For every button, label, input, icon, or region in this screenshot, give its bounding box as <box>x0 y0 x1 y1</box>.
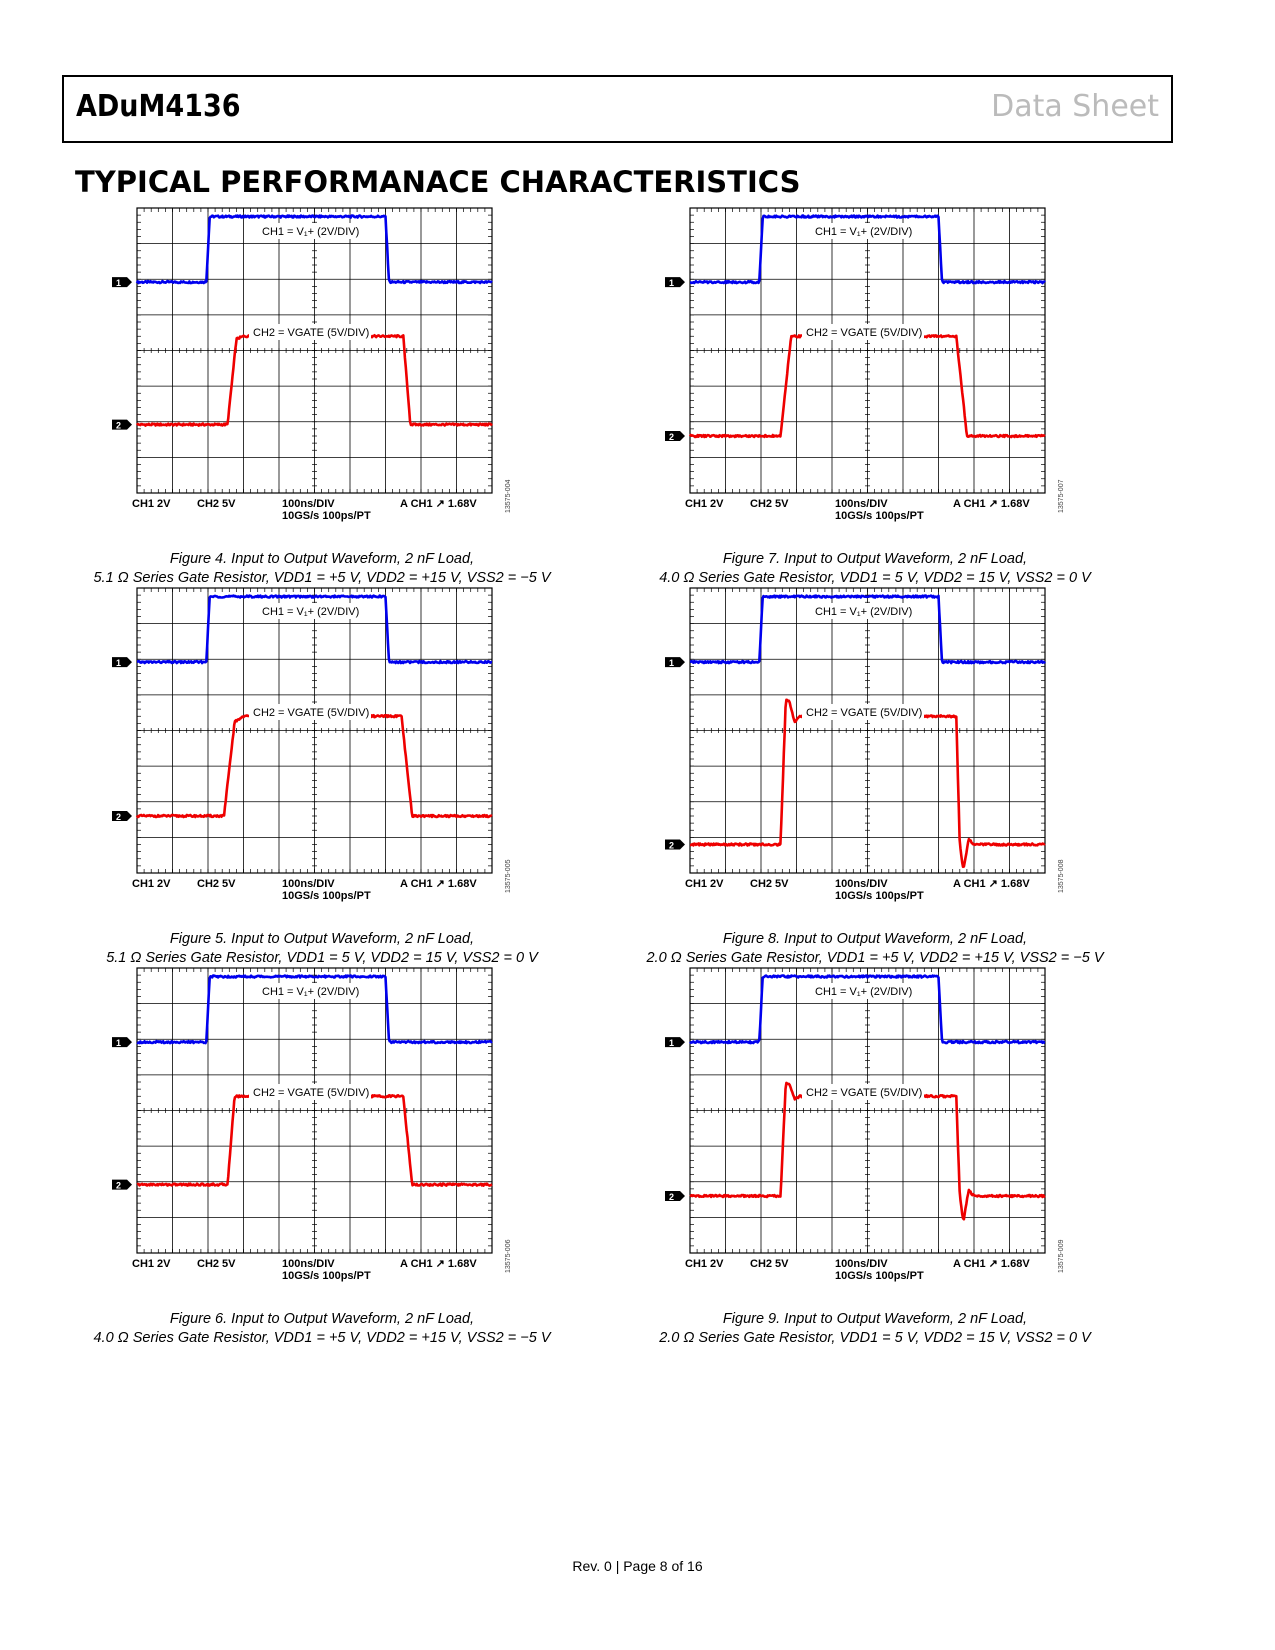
ch1-marker <box>112 1037 132 1047</box>
trigger-setting: A CH1 ↗ 1.68V <box>953 1258 1030 1270</box>
ch2-marker <box>112 811 132 821</box>
caption-line-2: 5.1 Ω Series Gate Resistor, VDD1 = +5 V, VDD2 = +15 V, VSS2 = −5 V <box>93 570 551 586</box>
ch2-label: CH2 = VGATE (5V/DIV) <box>253 707 370 719</box>
ch2-marker-label: 2 <box>116 812 122 822</box>
ch1-marker-label: 1 <box>669 658 675 669</box>
page-header <box>62 75 1173 143</box>
ch2-scale: CH2 5V <box>197 878 236 890</box>
scope-plot <box>62 200 582 545</box>
ch2-label: CH2 = VGATE (5V/DIV) <box>806 327 923 339</box>
figure-4 <box>62 200 582 595</box>
figure-7 <box>615 200 1135 595</box>
trigger-setting: A CH1 ↗ 1.68V <box>400 498 477 510</box>
scope-plot <box>615 200 1135 545</box>
ch1-marker-label: 1 <box>669 1038 675 1049</box>
part-number: ADuM4136 <box>76 89 241 124</box>
ch1-scale: CH1 2V <box>685 1258 724 1270</box>
ch2-scale: CH2 5V <box>750 878 789 890</box>
ch1-label: CH1 = V₁+ (2V/DIV) <box>815 606 913 618</box>
ch1-marker-label: 1 <box>116 278 122 289</box>
caption-line-2: 5.1 Ω Series Gate Resistor, VDD1 = 5 V, VDD2 = 15 V, VSS2 = 0 V <box>106 950 538 966</box>
figure-8 <box>615 580 1135 975</box>
figure-5 <box>62 580 582 975</box>
ch2-marker-label: 2 <box>669 1192 675 1202</box>
scope-plot <box>62 960 582 1305</box>
ch2-marker-label: 2 <box>669 840 675 851</box>
ch2-marker-label: 2 <box>116 420 122 431</box>
timebase: 100ns/DIV <box>835 498 888 510</box>
figure-code: 13575-005 <box>505 859 512 893</box>
trigger-setting: A CH1 ↗ 1.68V <box>400 878 477 890</box>
page-footer: Rev. 0 | Page 8 of 16 <box>572 1558 703 1574</box>
sample-rate: 10GS/s 100ps/PT <box>835 510 924 522</box>
ch1-label: CH1 = V₁+ (2V/DIV) <box>262 986 360 998</box>
timebase: 100ns/DIV <box>282 878 335 890</box>
caption-line-1: Figure 9. Input to Output Waveform, 2 nF Load, <box>722 1311 1028 1327</box>
caption-line-1: Figure 6. Input to Output Waveform, 2 nF Load, <box>169 1311 475 1327</box>
ch1-scale: CH1 2V <box>685 878 724 890</box>
caption-line-2: 2.0 Ω Series Gate Resistor, VDD1 = +5 V, VDD2 = +15 V, VSS2 = −5 V <box>646 950 1104 966</box>
doc-type: Data Sheet <box>991 89 1159 124</box>
ch2-marker <box>665 840 685 850</box>
ch1-marker <box>112 277 132 287</box>
caption-line-2: 2.0 Ω Series Gate Resistor, VDD1 = 5 V, VDD2 = 15 V, VSS2 = 0 V <box>659 1330 1091 1346</box>
figure-caption <box>615 1310 1135 1348</box>
figure-code: 13575-006 <box>505 1239 512 1273</box>
ch2-marker-label: 2 <box>116 1180 122 1191</box>
sample-rate: 10GS/s 100ps/PT <box>282 1270 371 1282</box>
ch1-marker <box>665 1037 685 1047</box>
ch1-label: CH1 = V₁+ (2V/DIV) <box>262 606 360 618</box>
ch1-scale: CH1 2V <box>132 498 171 510</box>
ch2-marker-label: 2 <box>669 432 675 442</box>
timebase: 100ns/DIV <box>835 1258 888 1270</box>
sample-rate: 10GS/s 100ps/PT <box>282 890 371 902</box>
sample-rate: 10GS/s 100ps/PT <box>835 1270 924 1282</box>
ch1-marker <box>665 657 685 667</box>
ch1-label: CH1 = V₁+ (2V/DIV) <box>262 226 360 238</box>
figure-code: 13575-004 <box>505 479 512 513</box>
ch2-label: CH2 = VGATE (5V/DIV) <box>253 1087 370 1099</box>
ch1-marker-label: 1 <box>669 278 675 289</box>
ch2-label: CH2 = VGATE (5V/DIV) <box>806 707 923 719</box>
ch1-label: CH1 = V₁+ (2V/DIV) <box>815 226 913 238</box>
trigger-setting: A CH1 ↗ 1.68V <box>953 878 1030 890</box>
caption-line-2: 4.0 Ω Series Gate Resistor, VDD1 = 5 V, VDD2 = 15 V, VSS2 = 0 V <box>659 570 1091 586</box>
ch2-label: CH2 = VGATE (5V/DIV) <box>806 1087 923 1099</box>
section-title: TYPICAL PERFORMANACE CHARACTERISTICS <box>75 165 801 199</box>
ch2-marker <box>665 1191 685 1201</box>
sample-rate: 10GS/s 100ps/PT <box>282 510 371 522</box>
timebase: 100ns/DIV <box>282 1258 335 1270</box>
ch2-label: CH2 = VGATE (5V/DIV) <box>253 327 370 339</box>
ch2-scale: CH2 5V <box>197 1258 236 1270</box>
figure-code: 13575-007 <box>1058 479 1065 513</box>
caption-line-1: Figure 5. Input to Output Waveform, 2 nF Load, <box>169 931 475 947</box>
trigger-setting: A CH1 ↗ 1.68V <box>400 1258 477 1270</box>
ch2-scale: CH2 5V <box>750 498 789 510</box>
ch2-marker <box>112 420 132 430</box>
scope-plot <box>615 580 1135 925</box>
ch1-marker-label: 1 <box>116 658 122 669</box>
ch1-marker <box>665 277 685 287</box>
ch2-scale: CH2 5V <box>750 1258 789 1270</box>
caption-line-1: Figure 4. Input to Output Waveform, 2 nF Load, <box>169 551 475 567</box>
caption-line-2: 4.0 Ω Series Gate Resistor, VDD1 = +5 V, VDD2 = +15 V, VSS2 = −5 V <box>93 1330 551 1346</box>
timebase: 100ns/DIV <box>282 498 335 510</box>
scope-plot <box>62 580 582 925</box>
ch1-label: CH1 = V₁+ (2V/DIV) <box>815 986 913 998</box>
figure-9 <box>615 960 1135 1355</box>
figure-code: 13575-009 <box>1058 1239 1065 1273</box>
ch2-scale: CH2 5V <box>197 498 236 510</box>
ch1-scale: CH1 2V <box>132 1258 171 1270</box>
ch1-scale: CH1 2V <box>132 878 171 890</box>
figure-6 <box>62 960 582 1355</box>
ch1-scale: CH1 2V <box>685 498 724 510</box>
ch1-marker-label: 1 <box>116 1038 122 1049</box>
trigger-setting: A CH1 ↗ 1.68V <box>953 498 1030 510</box>
caption-line-1: Figure 7. Input to Output Waveform, 2 nF Load, <box>722 551 1028 567</box>
figure-code: 13575-008 <box>1058 859 1065 893</box>
ch2-marker <box>112 1180 132 1190</box>
ch1-marker <box>112 657 132 667</box>
ch2-marker <box>665 431 685 441</box>
caption-line-1: Figure 8. Input to Output Waveform, 2 nF Load, <box>722 931 1028 947</box>
figure-caption <box>62 1310 582 1348</box>
timebase: 100ns/DIV <box>835 878 888 890</box>
sample-rate: 10GS/s 100ps/PT <box>835 890 924 902</box>
scope-plot <box>615 960 1135 1305</box>
